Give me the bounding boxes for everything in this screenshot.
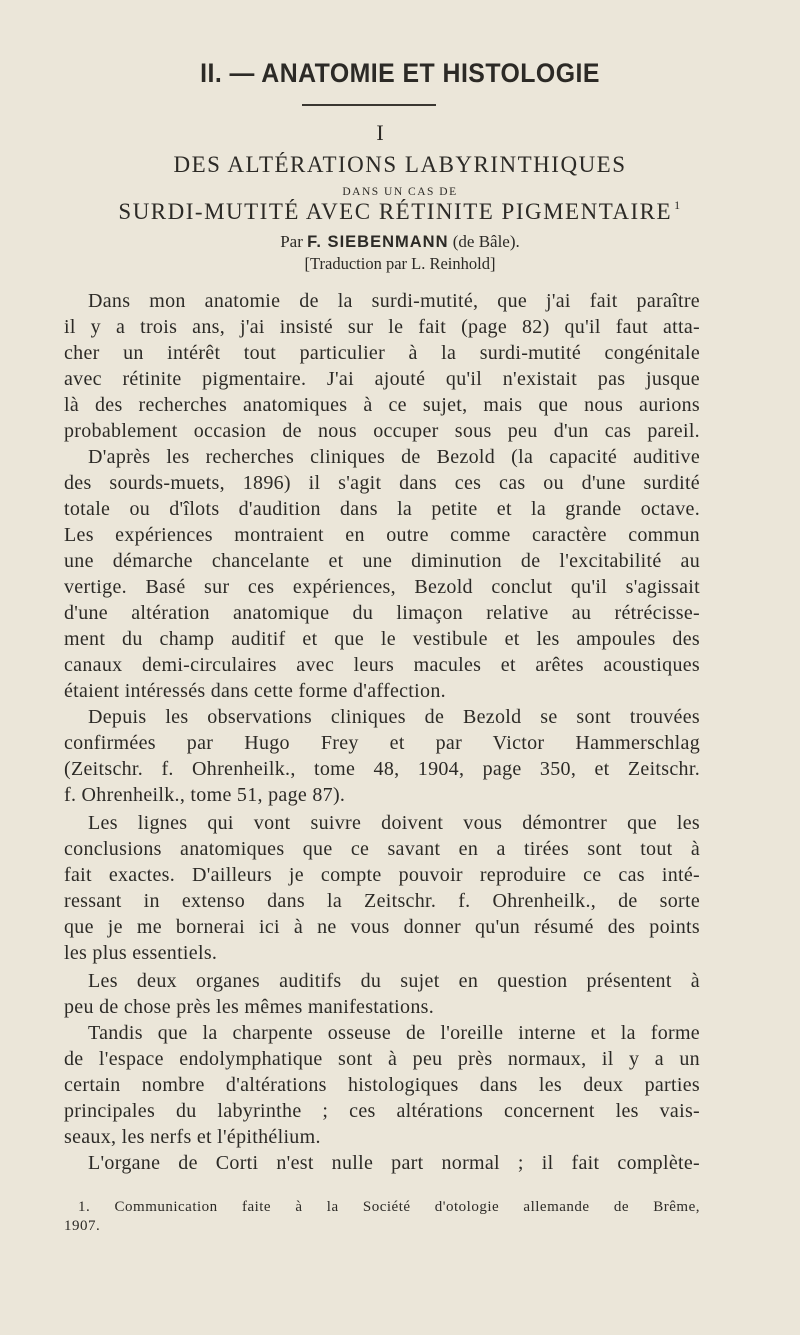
body-line: D'après les recherches cliniques de Bezold (la capacité auditive [88, 446, 700, 468]
body-line: Depuis les observations cliniques de Bezold se sont trouvées [88, 706, 700, 728]
body-line: L'organe de Corti n'est nulle part normal ; il fait complète- [88, 1152, 700, 1174]
body-line: une démarche chancelante et une diminution de l'excitabilité au [64, 550, 700, 572]
body-line: canaux demi-circulaires avec leurs macules et arêtes acoustiques [64, 654, 700, 676]
body-line: fait exactes. D'ailleurs je compte pouvoir reproduire ce cas inté- [64, 864, 700, 886]
body-line: que je me bornerai ici à ne vous donner qu'un résumé des points [64, 916, 700, 938]
body-line: ressant in extenso dans la Zeitschr. f. Ohrenheilk., de sorte [64, 890, 700, 912]
body-line: totale ou d'îlots d'audition dans la petite et la grande octave. [64, 498, 700, 520]
body-line: seaux, les nerfs et l'épithélium. [64, 1126, 321, 1148]
body-line: d'une altération anatomique du limaçon relative au rétrécisse- [64, 602, 700, 624]
footnote-line: 1907. [64, 1218, 101, 1234]
body-line: des sourds-muets, 1896) il s'agit dans ces cas ou d'une surdité [64, 472, 700, 494]
body-line: probablement occasion de nous occuper sous peu d'un cas pareil. [64, 420, 700, 442]
article-title-line3-text: SURDI-MUTITÉ AVEC RÉTINITE PIGMENTAIRE [118, 199, 673, 224]
footnote-marker: 1 [674, 198, 682, 212]
article-title-line1: DES ALTÉRATIONS LABYRINTHIQUES [173, 152, 627, 177]
body-line: conclusions anatomiques que ce savant en a tirées sont tout à [64, 838, 700, 860]
body-line: vertige. Basé sur ces expériences, Bezold conclut qu'il s'agissait [64, 576, 700, 598]
body-line: cher un intérêt tout particulier à la surdi-mutité congénitale [64, 342, 700, 364]
body-line: ment du champ auditif et que le vestibule et les ampoules des [64, 628, 700, 650]
article-title-line3 [0, 198, 800, 225]
body-line: étaient intéressés dans cette forme d'affection. [64, 680, 446, 702]
body-line: (Zeitschr. f. Ohrenheilk., tome 48, 1904, page 350, et Zeitschr. [64, 758, 700, 780]
body-line: Tandis que la charpente osseuse de l'oreille interne et la forme [88, 1022, 700, 1044]
body-line: de l'espace endolymphatique sont à peu près normaux, il y a un [64, 1048, 700, 1070]
section-title: II. — ANATOMIE ET HISTOLOGIE [200, 58, 600, 88]
body-line: Les expériences montraient en outre comme caractère commun [64, 524, 700, 546]
byline-prefix: Par [280, 232, 303, 251]
body-line: les plus essentiels. [64, 942, 218, 964]
title-rule [302, 104, 436, 106]
body-line: avec rétinite pigmentaire. J'ai ajouté qu'il n'existait pas jusque [64, 368, 700, 390]
author-suffix: (de Bâle). [452, 232, 520, 251]
body-line: principales du labyrinthe ; ces altérations concernent les vais- [64, 1100, 700, 1122]
body-line: Les deux organes auditifs du sujet en question présentent à [88, 970, 700, 992]
article-title-line2: DANS UN CAS DE [342, 186, 458, 198]
body-line: Les lignes qui vont suivre doivent vous démontrer que les [88, 812, 700, 834]
body-line: certain nombre d'altérations histologiques dans les deux parties [64, 1074, 700, 1096]
byline [0, 232, 800, 252]
footnote-line: 1. Communication faite à la Société d'otologie allemande de Brême, [78, 1199, 700, 1215]
author-name: F. SIEBENMANN [307, 233, 449, 251]
body-line: confirmées par Hugo Frey et par Victor Hammerschlag [64, 732, 700, 754]
article-number: I [376, 120, 384, 145]
body-line: Dans mon anatomie de la surdi-mutité, que j'ai fait paraître [88, 290, 700, 312]
body-line: là des recherches anatomiques à ce sujet, mais que nous aurions [64, 394, 700, 416]
translator-credit: [Traduction par L. Reinhold] [304, 254, 496, 273]
body-line: f. Ohrenheilk., tome 51, page 87). [64, 784, 346, 806]
body-line: peu de chose près les mêmes manifestations. [64, 996, 435, 1018]
body-line: il y a trois ans, j'ai insisté sur le fait (page 82) qu'il faut atta- [64, 316, 700, 338]
